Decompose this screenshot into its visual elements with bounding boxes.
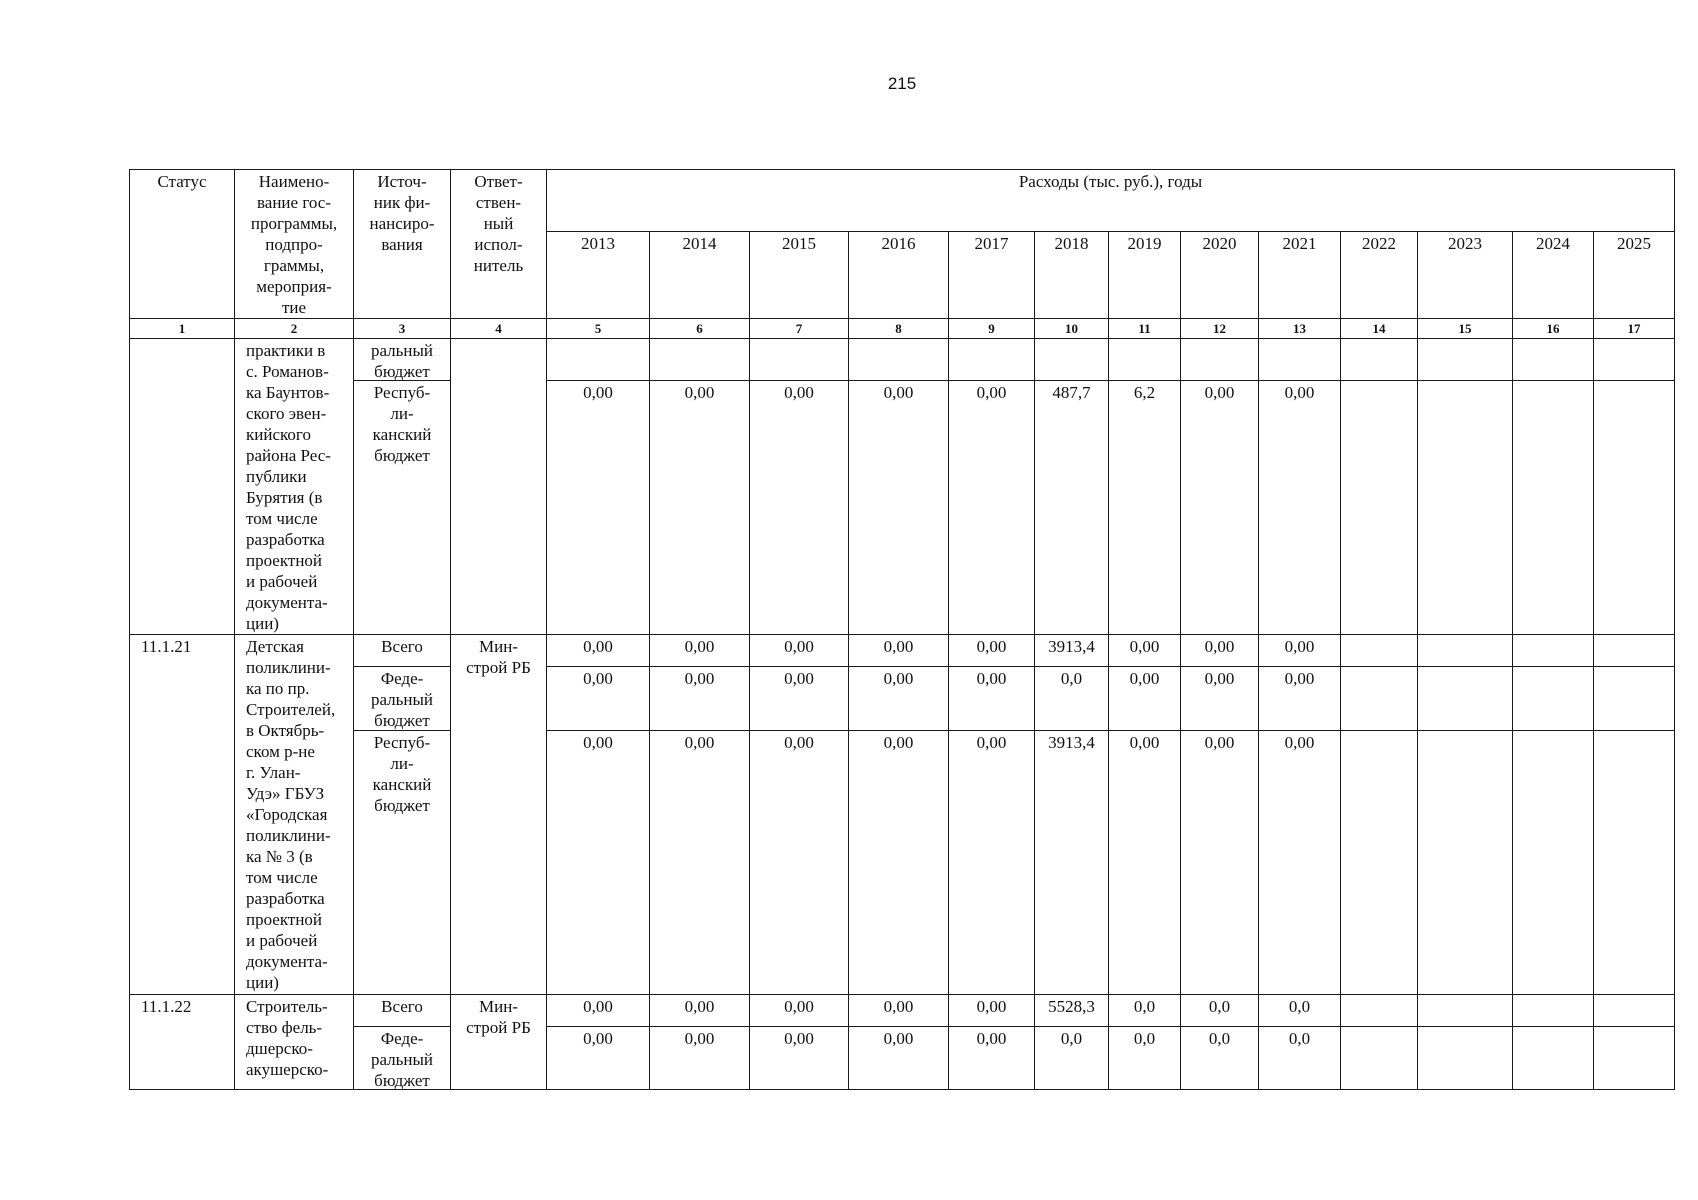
- expense-value: [1417, 994, 1513, 1027]
- column-number: 10: [1034, 318, 1109, 339]
- column-number: 13: [1258, 318, 1341, 339]
- column-number: 5: [546, 318, 650, 339]
- expense-value: [848, 338, 949, 381]
- column-number: 16: [1512, 318, 1594, 339]
- expense-value: [1593, 1026, 1675, 1090]
- expense-value: 0,00: [1180, 634, 1259, 667]
- year-header: 2021: [1258, 231, 1341, 319]
- expense-value: 0,00: [649, 994, 750, 1027]
- expense-value: 0,00: [1108, 634, 1181, 667]
- expense-value: 0,00: [948, 1026, 1035, 1090]
- expense-value: 0,00: [1180, 730, 1259, 995]
- expense-value: 0,00: [749, 730, 849, 995]
- expense-value: 0,00: [948, 634, 1035, 667]
- year-header: 2020: [1180, 231, 1259, 319]
- expense-value: 0,00: [948, 730, 1035, 995]
- expense-value: [1593, 338, 1675, 381]
- column-number: 14: [1340, 318, 1418, 339]
- row-funding-source: Феде- ральный бюджет: [353, 1026, 451, 1090]
- header-executor: Ответ- ствен- ный испол- нитель: [450, 169, 547, 319]
- expense-value: 0,00: [1108, 666, 1181, 731]
- expense-value: [1512, 1026, 1594, 1090]
- expense-value: [1593, 634, 1675, 667]
- expense-value: 0,00: [649, 666, 750, 731]
- year-header: 2023: [1417, 231, 1513, 319]
- expense-value: [1512, 634, 1594, 667]
- expense-value: [1417, 666, 1513, 731]
- row-funding-source: Респуб- ли- канский бюджет: [353, 730, 451, 995]
- expense-value: [1593, 666, 1675, 731]
- expense-value: 0,00: [546, 380, 650, 635]
- expenses-table: [129, 169, 1675, 1090]
- expense-value: 0,00: [546, 1026, 650, 1090]
- row-funding-source: Всего: [353, 994, 451, 1027]
- expense-value: [1417, 634, 1513, 667]
- expense-value: [1512, 380, 1594, 635]
- expense-value: 0,00: [749, 994, 849, 1027]
- expense-value: 0,00: [848, 730, 949, 995]
- expense-value: [1593, 730, 1675, 995]
- expense-value: 0,00: [546, 994, 650, 1027]
- expense-value: 0,00: [848, 380, 949, 635]
- expense-value: 0,0: [1108, 994, 1181, 1027]
- expense-value: [1512, 730, 1594, 995]
- row-name: Строитель- ство фель- дшерско- акушерско-: [234, 994, 354, 1090]
- expense-value: [1340, 994, 1418, 1027]
- header-expenses: Расходы (тыс. руб.), годы: [546, 169, 1675, 232]
- expense-value: [1593, 994, 1675, 1027]
- expense-value: [1417, 1026, 1513, 1090]
- year-header: 2018: [1034, 231, 1109, 319]
- expense-value: 0,00: [649, 1026, 750, 1090]
- expense-value: 0,0: [1258, 1026, 1341, 1090]
- expense-value: 0,00: [1258, 380, 1341, 635]
- column-number: 4: [450, 318, 547, 339]
- expense-value: 0,00: [649, 380, 750, 635]
- header-funding-source: Источ- ник фи- нансиро- вания: [353, 169, 451, 319]
- column-number: 9: [948, 318, 1035, 339]
- expense-value: 0,00: [948, 666, 1035, 731]
- expense-value: [1340, 634, 1418, 667]
- expense-value: 0,00: [649, 730, 750, 995]
- expense-value: 0,00: [749, 634, 849, 667]
- row-name: практики в с. Романов- ка Баунтов- ского эвен- кийского района Рес- публики Бурятия (в том числе разработка проектной и рабочей документа- ции): [234, 338, 354, 635]
- expense-value: 0,00: [749, 1026, 849, 1090]
- column-number: 8: [848, 318, 949, 339]
- year-header: 2025: [1593, 231, 1675, 319]
- expense-value: 0,00: [749, 380, 849, 635]
- expense-value: 0,00: [1258, 666, 1341, 731]
- expense-value: [1180, 338, 1259, 381]
- expense-value: 0,00: [546, 634, 650, 667]
- expense-value: 5528,3: [1034, 994, 1109, 1027]
- row-status: 11.1.21: [129, 634, 235, 995]
- expense-value: [1340, 1026, 1418, 1090]
- expense-value: 0,00: [848, 634, 949, 667]
- column-number: 7: [749, 318, 849, 339]
- expense-value: 6,2: [1108, 380, 1181, 635]
- row-status: 11.1.22: [129, 994, 235, 1090]
- row-name: Детская поликлини- ка по пр. Строителей, в Октябрь- ском р-не г. Улан- Удэ» ГБУЗ «Городская поликлини- ка № 3 (в том числе разработка проектной и рабочей документа- ции): [234, 634, 354, 995]
- expense-value: [1512, 666, 1594, 731]
- expense-value: [948, 338, 1035, 381]
- column-number: 6: [649, 318, 750, 339]
- column-number: 12: [1180, 318, 1259, 339]
- expense-value: 0,00: [649, 634, 750, 667]
- expense-value: [749, 338, 849, 381]
- column-number: 3: [353, 318, 451, 339]
- expense-value: [1340, 666, 1418, 731]
- expense-value: 0,00: [848, 994, 949, 1027]
- row-executor: Мин- строй РБ: [450, 994, 547, 1090]
- expense-value: 0,00: [1108, 730, 1181, 995]
- expense-value: 0,0: [1180, 994, 1259, 1027]
- expense-value: 0,00: [749, 666, 849, 731]
- year-header: 2022: [1340, 231, 1418, 319]
- expense-value: [1340, 730, 1418, 995]
- expense-value: [1417, 380, 1513, 635]
- expense-value: 0,0: [1180, 1026, 1259, 1090]
- expense-value: 0,0: [1108, 1026, 1181, 1090]
- expense-value: 0,00: [948, 380, 1035, 635]
- column-number: 1: [129, 318, 235, 339]
- year-header: 2014: [649, 231, 750, 319]
- expense-value: 0,00: [848, 666, 949, 731]
- expense-value: [1258, 338, 1341, 381]
- expense-value: [1417, 730, 1513, 995]
- column-number: 15: [1417, 318, 1513, 339]
- expense-value: 0,0: [1258, 994, 1341, 1027]
- row-executor: Мин- строй РБ: [450, 634, 547, 995]
- expense-value: 0,00: [1180, 666, 1259, 731]
- header-status: Статус: [129, 169, 235, 319]
- expense-value: [1512, 338, 1594, 381]
- row-funding-source: Всего: [353, 634, 451, 667]
- expense-value: 0,00: [546, 666, 650, 731]
- expense-value: 0,00: [546, 730, 650, 995]
- header-program-name: Наимено- вание гос- программы, подпро- граммы, мероприя- тие: [234, 169, 354, 319]
- expense-value: 0,00: [948, 994, 1035, 1027]
- page-number: 215: [887, 74, 917, 93]
- expense-value: 3913,4: [1034, 634, 1109, 667]
- expense-value: [1593, 380, 1675, 635]
- column-number: 11: [1108, 318, 1181, 339]
- expense-value: [1512, 994, 1594, 1027]
- row-funding-source: ральный бюджет: [353, 338, 451, 381]
- expense-value: [1417, 338, 1513, 381]
- column-number: 2: [234, 318, 354, 339]
- year-header: 2024: [1512, 231, 1594, 319]
- expense-value: 0,00: [1180, 380, 1259, 635]
- column-number: 17: [1593, 318, 1675, 339]
- row-status: [129, 338, 235, 635]
- expense-value: 487,7: [1034, 380, 1109, 635]
- expense-value: 0,00: [1258, 730, 1341, 995]
- row-executor: [450, 338, 547, 635]
- expense-value: 0,00: [1258, 634, 1341, 667]
- expense-value: 0,0: [1034, 1026, 1109, 1090]
- expense-value: [546, 338, 650, 381]
- year-header: 2019: [1108, 231, 1181, 319]
- row-funding-source: Феде- ральный бюджет: [353, 666, 451, 731]
- expense-value: [1340, 380, 1418, 635]
- expense-value: [1034, 338, 1109, 381]
- expense-value: 0,00: [848, 1026, 949, 1090]
- expense-value: [649, 338, 750, 381]
- expense-value: [1340, 338, 1418, 381]
- year-header: 2013: [546, 231, 650, 319]
- row-funding-source: Респуб- ли- канский бюджет: [353, 380, 451, 635]
- year-header: 2017: [948, 231, 1035, 319]
- expense-value: 0,0: [1034, 666, 1109, 731]
- expense-value: 3913,4: [1034, 730, 1109, 995]
- year-header: 2015: [749, 231, 849, 319]
- expense-value: [1108, 338, 1181, 381]
- year-header: 2016: [848, 231, 949, 319]
